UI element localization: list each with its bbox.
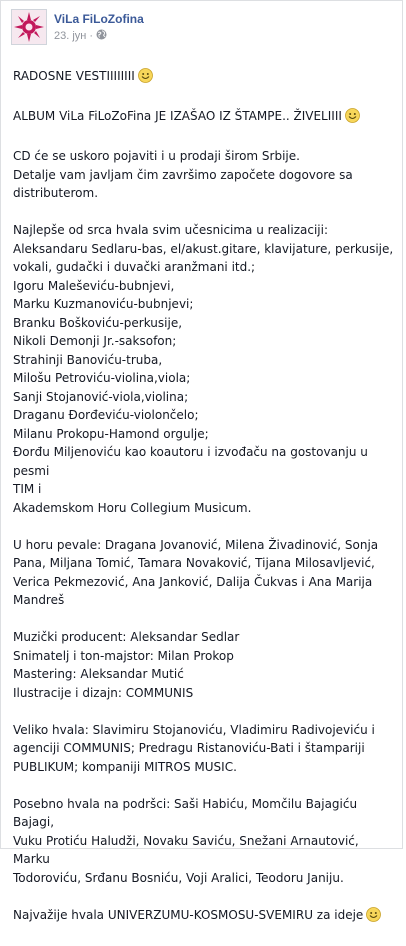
text-line: Igoru Maleševiću-bubnjevi,	[13, 278, 175, 293]
text-line: Sanji Stojanović-viola,violina;	[13, 389, 189, 404]
post-meta	[54, 29, 107, 43]
text-line: distributerom.	[13, 186, 99, 200]
avatar-logo-icon	[12, 10, 46, 44]
text-line: Muzički producent: Aleksandar Sedlar	[13, 630, 240, 644]
text-line: Milošu Petroviću-violina,viola;	[13, 371, 191, 385]
text-line: Akademskom Horu Collegium Musicum.	[13, 500, 252, 515]
text-line: Milanu Prokopu-Hamond orgulje;	[13, 426, 209, 441]
meta-separator: ·	[89, 30, 94, 42]
globe-icon[interactable]	[96, 29, 107, 43]
post-text	[13, 67, 399, 946]
post-date[interactable]: 23. јун	[54, 30, 87, 42]
text-line: Najlepše od srca hvala svim učesnicima u realizaciji:	[13, 223, 329, 237]
text-line: U horu pevale: Dragana Jovanović, Milena Živadinović, Sonja	[13, 537, 379, 552]
text-line: Todoroviću, Srđanu Bosniću, Voji Aralici, Teodoru Janiju.	[13, 870, 344, 885]
post-paragraph	[13, 795, 399, 888]
post-paragraph	[13, 536, 399, 610]
text-line: RADOSNE VESTIIIIIIII	[13, 69, 135, 83]
text-line: Nikoli Demonji Jr.-saksofon;	[13, 334, 177, 348]
text-line: PUBLIKUM; kompaniji MITROS MUSIC.	[13, 759, 237, 774]
text-line: Đorđu Miljenoviću kao koautoru i izvođaču na gostovanju u pesmi	[13, 445, 368, 478]
text-line: Veliko hvala: Slavimiru Stojanoviću, Vladimiru Radivojeviću i	[13, 722, 375, 737]
post-paragraph	[13, 906, 399, 928]
text-line: Aleksandaru Sedlaru-bas, el/akust.gitare, klavijature, perkusije,	[13, 241, 394, 256]
text-line: CD će se uskoro pojaviti i u prodaji širom Srbije.	[13, 149, 300, 163]
post-paragraph	[13, 221, 399, 517]
text-line: agenciji COMMUNIS; Predragu Ristanoviću-Bati i štampariji	[13, 741, 365, 755]
page-avatar[interactable]	[11, 9, 47, 45]
post-paragraph	[13, 107, 399, 129]
page-name-link[interactable]: ViLa FiLoZofina	[54, 12, 144, 26]
text-line: TIM i	[13, 482, 42, 496]
text-line: Pana, Miljana Tomić, Tamara Novaković, Tijana Milosavljević,	[13, 556, 375, 570]
text-line: Najvažije hvala UNIVERZUMU-KOSMOSU-SVEMIRU za ideje	[13, 907, 364, 922]
post-paragraph	[13, 721, 399, 777]
text-line: vokali, gudački i duvački aranžmani itd.;	[13, 260, 256, 274]
post-paragraph	[13, 628, 399, 702]
post-paragraph	[13, 147, 399, 203]
text-line: Verica Pekmezović, Ana Janković, Dalija Čukvas i Ana Marija	[13, 574, 373, 589]
text-line: Snimatelj i ton-majstor: Milan Prokop	[13, 648, 234, 663]
text-line: Posebno hvala na podršci: Saši Habiću, Momčilu Bajagiću Bajagi,	[13, 796, 358, 829]
text-line: Branku Boškoviću-perkusije,	[13, 315, 183, 330]
text-line: Detalje vam javljam čim završimo započete dogovore sa	[13, 167, 353, 182]
text-line: Vuku Protiću Haludži, Novaku Saviću, Snežani Arnautović, Marku	[13, 833, 359, 866]
post-paragraph	[13, 67, 399, 89]
text-line: ALBUM ViLa FiLoZoFina JE IZAŠAO IZ ŠTAMPE.. ŽIVELIIII	[13, 109, 342, 123]
text-line: Mandreš	[13, 593, 65, 607]
text-line: Marku Kuzmanoviću-bubnjevi;	[13, 297, 194, 311]
smiley-emoji-icon	[366, 907, 381, 928]
text-line: Mastering: Aleksandar Mutić	[13, 667, 184, 681]
text-line: Strahinji Banoviću-truba,	[13, 352, 163, 367]
text-line: Ilustracije i dizajn: COMMUNIS	[13, 685, 194, 700]
smiley-emoji-icon	[138, 68, 153, 89]
text-line: Draganu Đorđeviću-violončelo;	[13, 408, 199, 422]
smiley-emoji-icon	[345, 108, 360, 129]
